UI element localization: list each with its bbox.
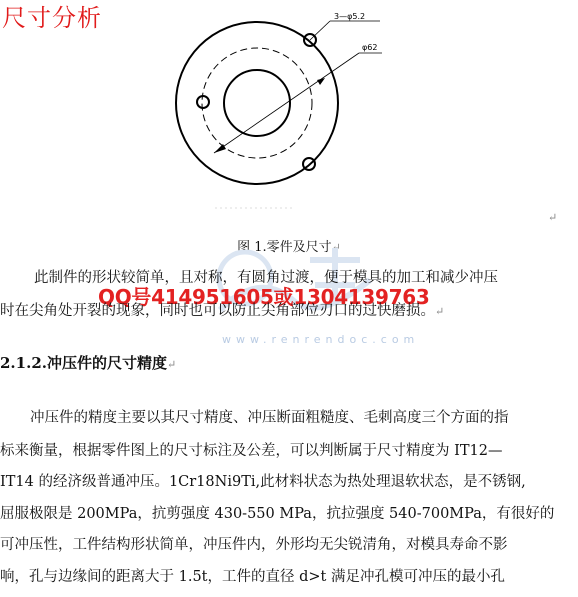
paragraph-mark: ↵ — [548, 211, 558, 224]
diameter-label: φ62 — [362, 43, 378, 52]
inner-bore — [224, 70, 290, 136]
hole-leader — [310, 21, 330, 40]
hole-left — [197, 96, 209, 108]
paragraph-2-line-1: 冲压件的精度主要以其尺寸精度、冲压断面粗糙度、毛刺高度三个方面的指 — [30, 410, 509, 426]
paragraph-2-line-6: 响，孔与边缘间的距离大于 1.5t，工件的直径 d>t 满足冲孔模可冲压的最小孔 — [0, 569, 505, 585]
paragraph-2-line-3: IT14 的经济级普通冲压。1Cr18Ni9Ti,此材料状态为热处理退软状态，是不锈钢, — [0, 474, 526, 490]
arrow-head-left — [214, 144, 226, 153]
holes-label: 3—φ5.2 — [334, 12, 366, 21]
paragraph-1-line-1: 此制件的形状较简单，且对称，有圆角过渡，便于模具的加工和减少冲压 — [34, 270, 498, 286]
bolt-circle — [202, 48, 312, 158]
paragraph-1-line-2: 时在尖角处开裂的现象，同时也可以防止尖角部位刃口的过快磨损。↵ — [0, 303, 445, 319]
paragraph-2-line-5: 可冲压性，工件结构形状简单，冲压件内，外形均无尖锐清角，对模具寿命不影 — [0, 537, 508, 553]
section-heading: 2.1.2.冲压件的尺寸精度↵ — [0, 354, 177, 372]
arrow-head-right — [317, 78, 325, 85]
watermark-url: www.renrendoc.com — [222, 333, 420, 346]
paragraph-2-line-2: 标来衡量，根据零件图上的尺寸标注及公差，可以判断属于尺寸精度为 IT12— — [0, 443, 503, 459]
watermark-qq: QQ号414951605或1304139763 — [98, 285, 430, 309]
figure-caption: 图 1.零件及尺寸↵ — [237, 240, 341, 255]
paragraph-2-line-4: 屈服极限是 200MPa，抗剪强度 430-550 MPa，抗拉强度 540-700MPa，有很好的 — [0, 506, 555, 522]
section-title: 尺寸分析 — [2, 4, 102, 32]
part-drawing — [170, 0, 410, 220]
